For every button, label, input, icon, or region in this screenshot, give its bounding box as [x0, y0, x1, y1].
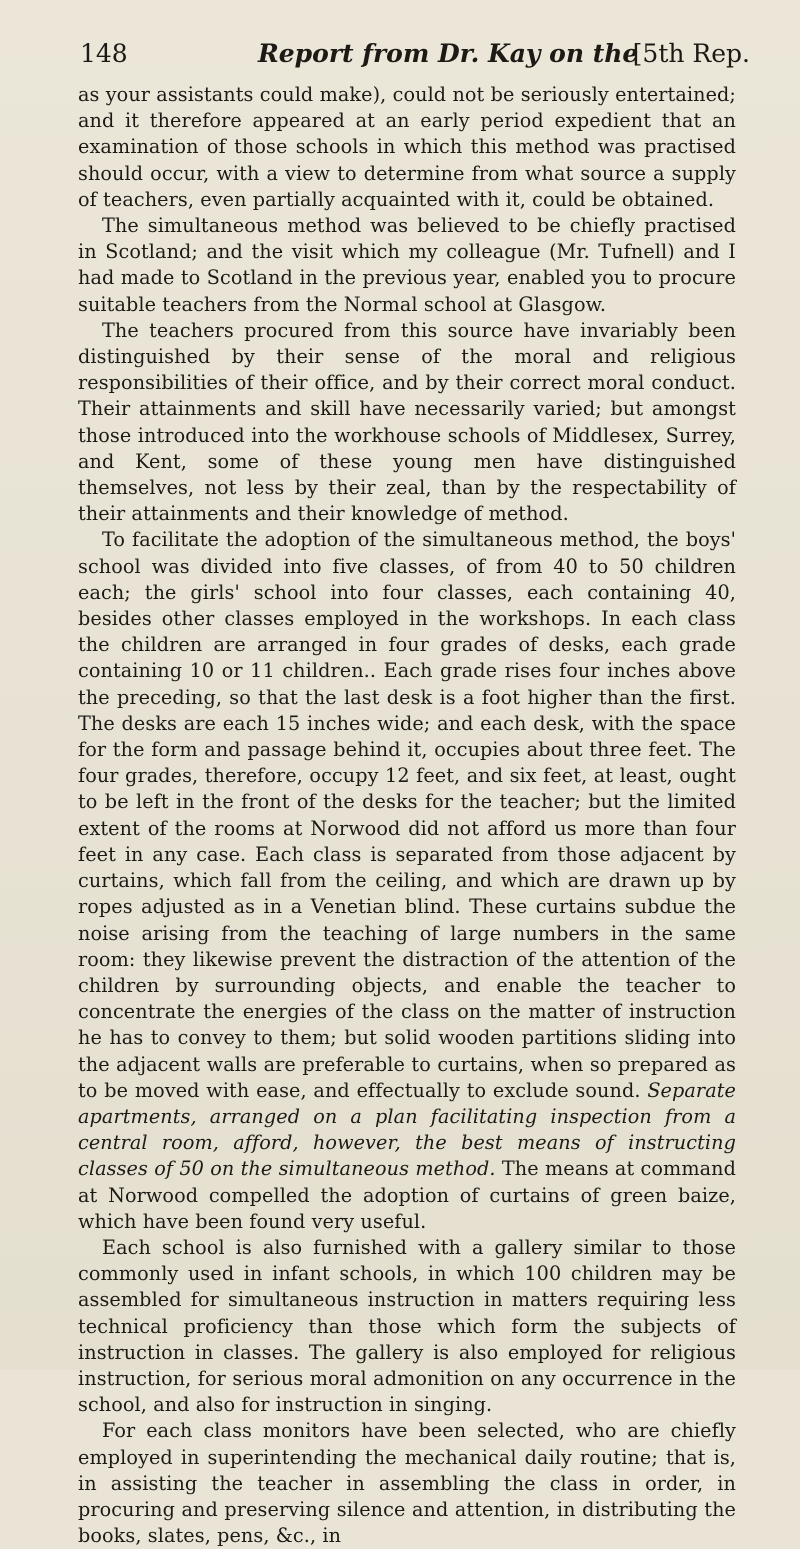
paragraph-3: The teachers procured from this source have invariably been distinguished by their sense of the moral and religious responsibilities of their office, and by their correct moral conduct. Their attainments and skill have necessarily varied; but amongst those introduced into the workhouse schools of Middlesex, Surrey, and Kent, some of these young men have distinguished themselves, not less by their zeal, than by the respectability of their attainments and their knowledge of method. [78, 318, 736, 526]
paragraph-6: For each class monitors have been selected, who are chiefly employed in superintending the mechanical daily routine; that is, in assisting the teacher in assembling the class in order, in procuring and preserving silence and attention, in distributing the books, slates, pens, &c., in [78, 1419, 736, 1548]
paragraph-4-italic: Separate apartments, arranged on a plan facilitating inspection from a central room, afford, however, the best means of instructing classes of 50 on the simultaneous method. [78, 1078, 737, 1181]
paragraph-4-text-after: The means at command at Norwood compelled the adoption of curtains of green baize, which have been found very useful. [78, 1157, 737, 1233]
page-number: 148 [80, 39, 128, 68]
body-text [78, 82, 736, 1549]
running-title: Report from Dr. Kay on the [258, 39, 639, 68]
report-number: [5th Rep. [632, 39, 750, 68]
paragraph-4 [78, 527, 736, 1234]
paragraph-2: The simultaneous method was believed to be chiefly practised in Scotland; and the visit which my colleague (Mr. Tufnell) and I had made to Scotland in the previous year, enabled you to procure suitable teachers from the Normal school at Glasgow. [78, 214, 736, 316]
paragraph-5: Each school is also furnished with a gallery similar to those commonly used in infant schools, in which 100 children may be assembled for simultaneous instruction in matters requiring less technical proficiency than those which form the subjects of instruction in classes. The gallery is also employed for religious instruction, for serious moral admonition on any occurrence in the school, and also for instruction in singing. [78, 1235, 736, 1417]
paragraph-1: as your assistants could make), could not be seriously entertained; and it therefore appeared at an early period expedient that an examination of those schools in which this method was practised should occur, with a view to determine from what source a supply of teachers, even partially acquainted with it, could be obtained. [78, 83, 736, 211]
paragraph-4-text: To facilitate the adoption of the simultaneous method, the boys' school was divided into five classes, of from 40 to 50 children each; the girls' school into four classes, each containing 40, besides other classes employed in the workshops. In each class the children are arranged in four grades of desks, each grade containing 10 or 11 children.. Each grade rises four inches above the preceding, so that the last desk is a foot higher than the first. The desks are each 15 inches wide; and each desk, with the space for the form and passage behind it, occupies about three feet. The four grades, therefore, occupy 12 feet, and six feet, at least, ought to be left in the front of the desks for the teacher; but the limited extent of the rooms at Norwood did not afford us more than four feet in any case. Each class is separated from those adjacent by curtains, which fall from the ceiling, and which are drawn up by ropes adjusted as in a Venetian blind. These curtains subdue the noise arising from the teaching of large numbers in the same room: they likewise prevent the distraction of the attention of the children by surrounding objects, and enable the teacher to concentrate the energies of the class on the matter of instruction he has to convey to them; but solid wooden partitions sliding into the adjacent walls are preferable to curtains, when so prepared as to be moved with ease, and effectually to exclude sound. [78, 528, 736, 1102]
page-header [80, 34, 750, 74]
